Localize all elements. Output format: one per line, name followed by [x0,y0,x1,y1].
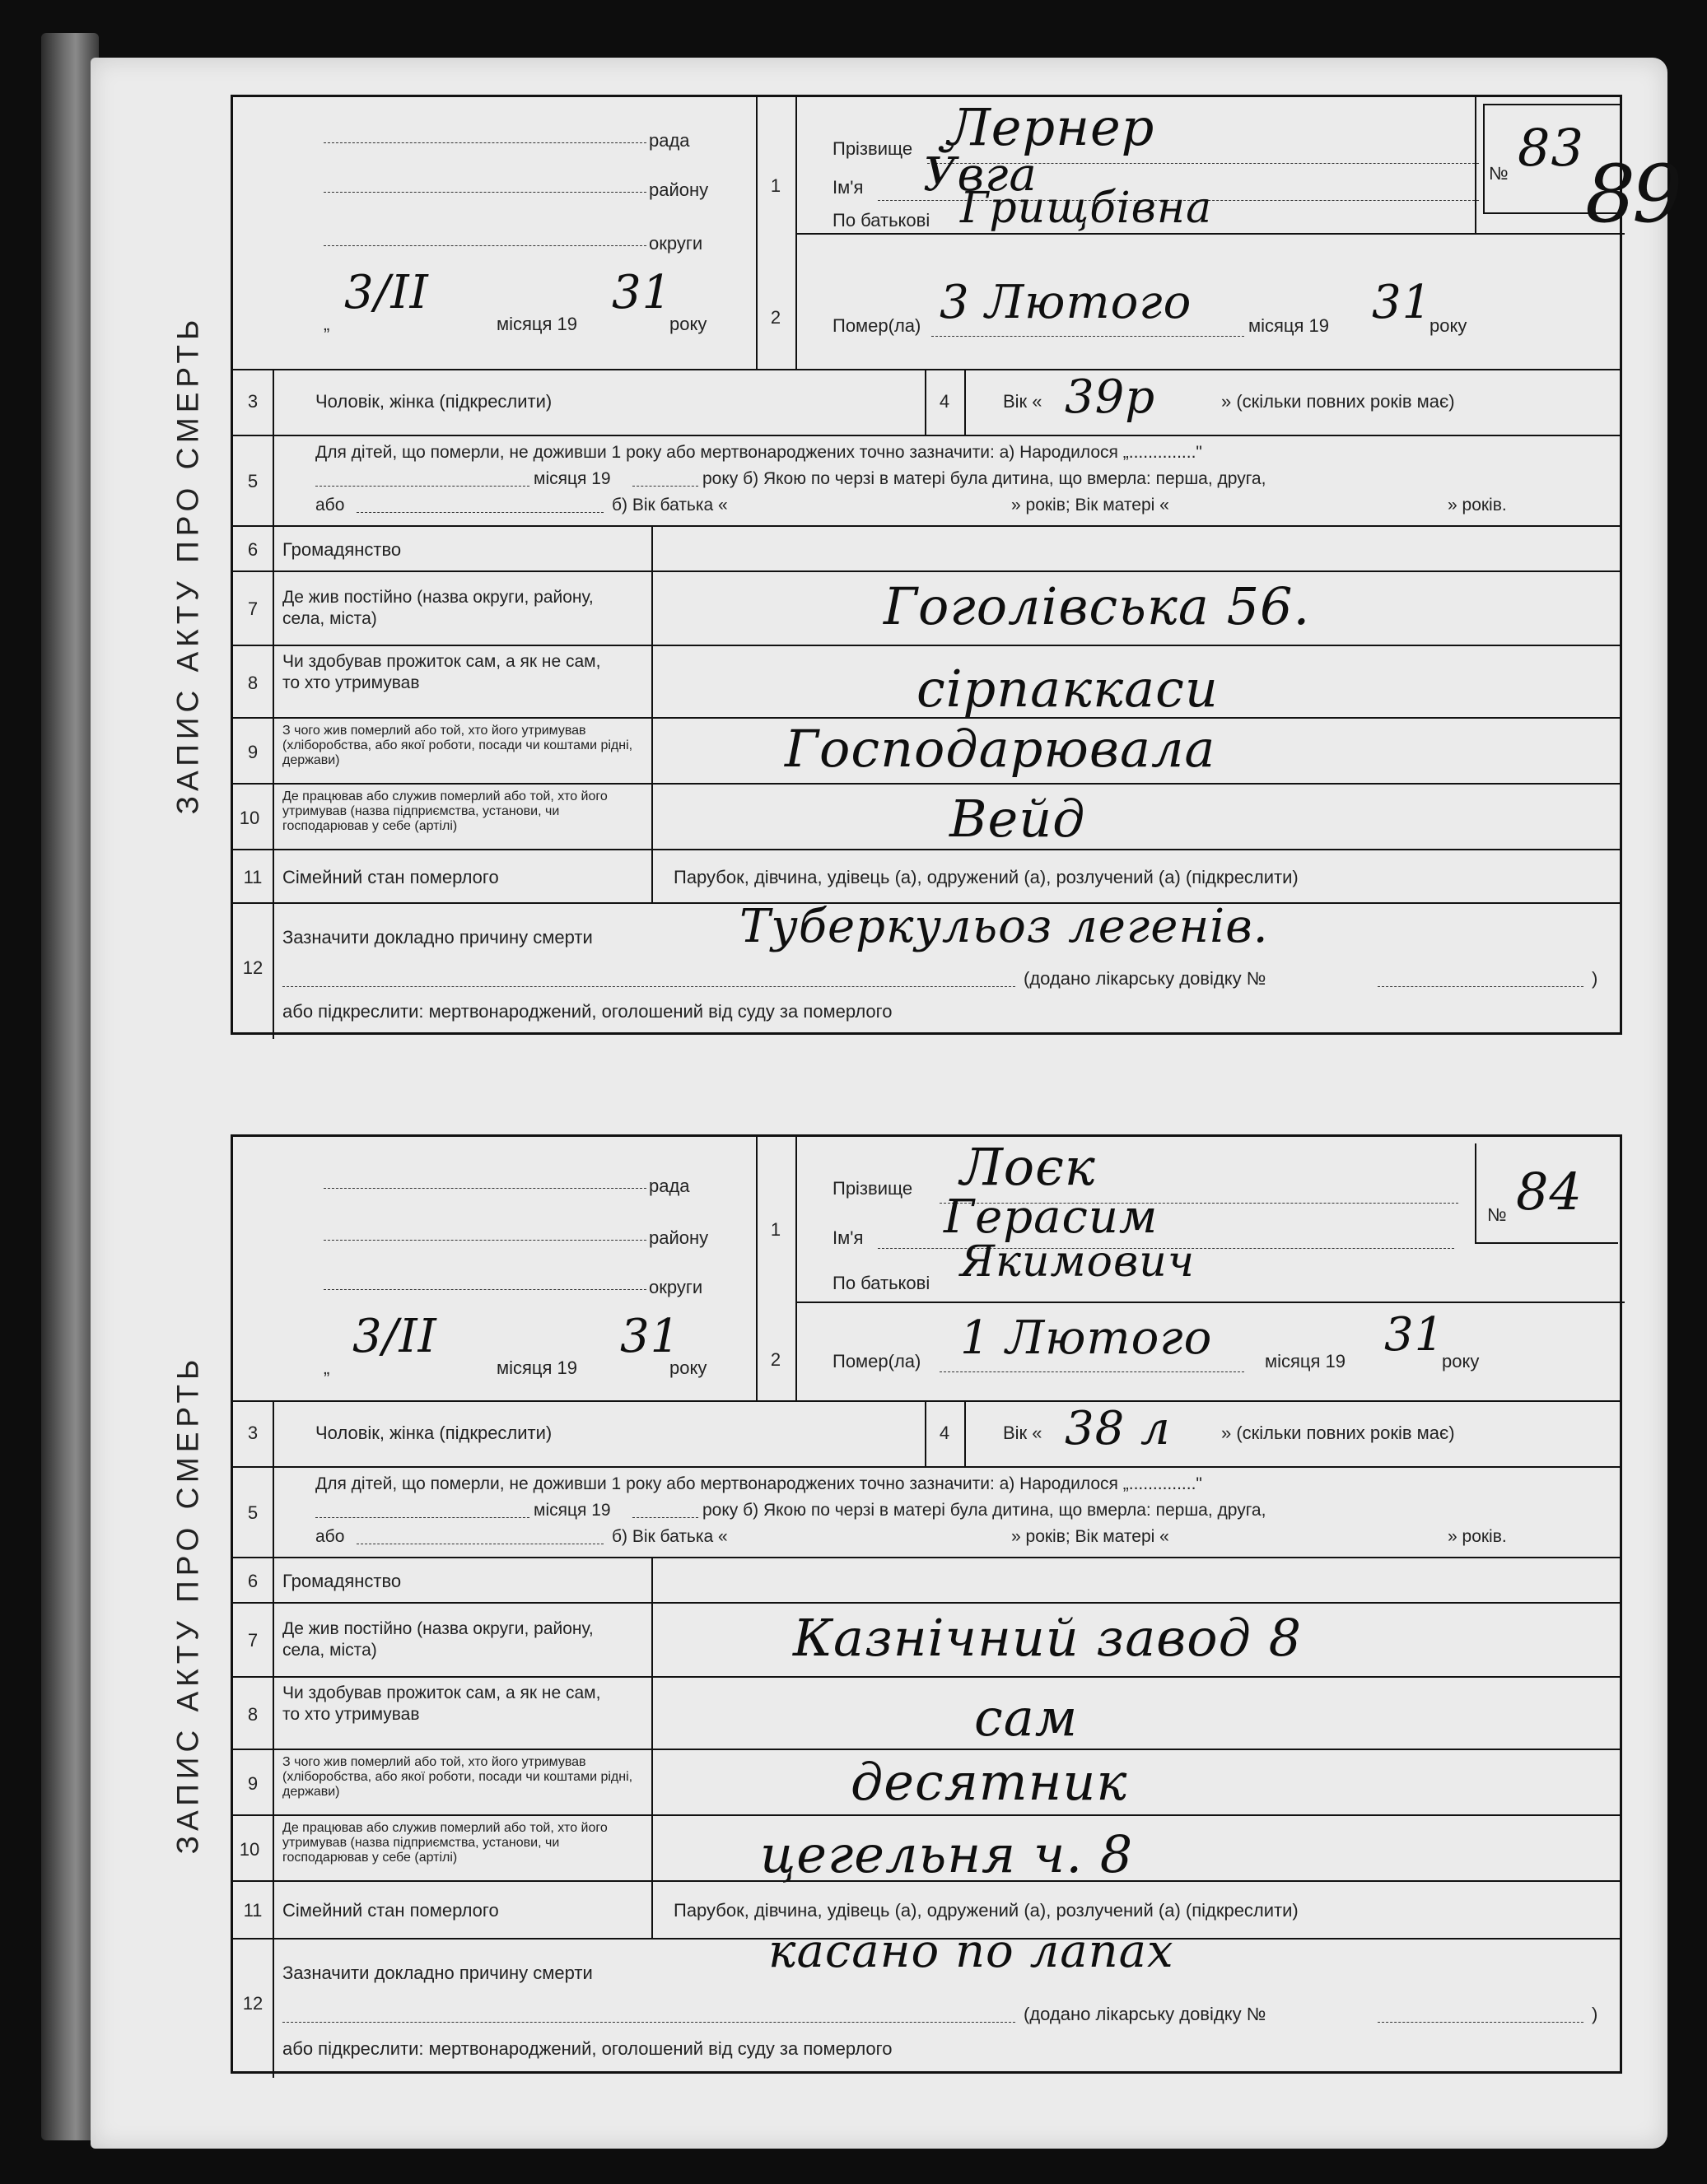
column-divider [651,646,653,719]
top-left-date-prefix: „ [324,314,330,334]
row11-num: 11 [243,867,263,887]
patronymic-value: Грищбівна [960,184,1213,233]
row1-patronymic-label: По батькові [833,210,930,231]
fill-in-line [324,1289,646,1290]
row10-num: 10 [239,808,260,828]
row3-age-suffix: » (скільки повних років має) [1221,391,1455,412]
top-left-date-month-label: місяця 19 [497,314,578,334]
row3-age-label: Вік « [1003,1423,1042,1443]
row2-died-label: Помер(ла) [833,1351,921,1371]
fill-in-line [632,1517,698,1518]
row5-line3d: » років. [1448,496,1507,515]
top-left-okrugy: округи [649,1277,703,1297]
row3-num4: 4 [939,1423,950,1443]
column-divider [651,785,653,850]
row2-num: 2 [770,307,781,328]
fill-in-line [357,512,604,513]
livelihood-value: сірпаккаси [916,659,1219,719]
row5-line3: або [315,496,345,515]
column-divider [273,904,274,1039]
fill-in-line [1378,2022,1583,2023]
row12-cause-label: Зазначити докладно причину смерти [282,1963,593,1983]
column-divider [651,1678,653,1750]
row9-source-income [233,1749,1620,1816]
registration-day: 3/ІІ [344,266,429,319]
top-left-date-prefix: „ [324,1357,330,1378]
record-number-box [1475,97,1625,233]
row2-death-date [795,233,1625,369]
row8-livelihood [233,645,1620,719]
column-divider [273,1402,274,1468]
row2-year-label: року [1442,1351,1480,1371]
death-record-form-1 [170,95,1622,1035]
form-side-title [142,97,233,1032]
top-left-date-month-label: місяця 19 [497,1357,578,1378]
row5-line1: Для дітей, що померли, не доживши 1 року або мертвонароджених точно зазначити: а) Народилося „.............." [315,1474,1202,1493]
occupation-value: Господарювала [785,719,1216,779]
row1-no-label: № [1487,1204,1507,1225]
fill-in-line [282,2022,1015,2023]
row1-name-label: Ім'я [833,1227,864,1248]
cause-of-death-value: Туберкульоз легенів. [739,900,1269,953]
column-divider [651,1750,653,1816]
row5-line3b: б) Вік батька « [612,1527,728,1546]
column-divider [964,370,966,436]
column-divider [273,436,274,527]
fill-in-line [324,142,646,143]
form-side-title [142,1137,233,2071]
row8-label: Чи здобував прожиток сам, а як не сам, то хто утримував [282,1683,601,1724]
row6-citizenship [233,1557,1620,1604]
record-number-value: 84 [1516,1162,1583,1222]
row11-marital-status [233,849,1620,904]
row11-num: 11 [243,1900,263,1921]
age-value: 38 л [1065,1402,1171,1455]
given-name-value: Ўвга [923,148,1038,202]
row11-label: Сімейний стан померлого [282,1900,499,1921]
row3-num: 3 [247,1423,259,1443]
fill-in-line [324,245,646,246]
occupation-value: десятник [851,1752,1128,1812]
top-left-raionu: району [649,179,709,200]
row5-line1: Для дітей, що померли, не доживши 1 року або мертвонароджених точно зазначити: а) Народилося „.............." [315,443,1202,462]
row9-label: З чого жив померлий або той, хто його утримував (хліборобства, або якої роботи, посади чи коштами рідні, держави) [282,724,633,767]
death-date-value: 1 Лютого [960,1311,1213,1365]
row2-month-label: місяця 19 [1248,315,1330,336]
row5-num: 5 [247,1502,259,1523]
column-divider [273,1882,274,1940]
fill-in-line [324,1240,646,1241]
header-block [233,1137,1620,1400]
row7-num: 7 [247,598,259,619]
column-divider [651,527,653,572]
row2-died-label: Помер(ла) [833,315,921,336]
row3-num: 3 [247,391,259,412]
column-divider [925,1402,926,1468]
row3-sex-age [233,1400,1620,1468]
livelihood-value: сам [974,1688,1079,1748]
column-divider [925,370,926,436]
row7-residence [233,1602,1620,1678]
column-divider [651,1882,653,1940]
column-divider [273,1750,274,1816]
column-divider [273,1558,274,1604]
row5-line3c: » років; Вік матері « [1011,1527,1169,1546]
row12-cert-label: (додано лікарську довідку № [1024,2004,1266,2024]
row8-num: 8 [247,673,259,693]
row1-patronymic-label: По батькові [833,1273,930,1293]
row5-num: 5 [247,471,259,491]
surname-value: Лернер [948,97,1155,157]
row1-surname-label: Прізвище [833,138,913,159]
row3-sex-label: Чоловік, жінка (підкреслити) [315,1423,553,1443]
row11-label: Сімейний стан померлого [282,867,499,887]
fill-in-line [1378,986,1583,987]
column-divider [273,646,274,719]
row11-value: Парубок, дівчина, удівець (а), одружений (а), розлучений (а) (підкреслити) [674,867,1299,887]
row5-line3b: б) Вік батька « [612,496,728,515]
registration-year: 31 [620,1310,681,1363]
row12-cause-label: Зазначити докладно причину смерти [282,927,593,948]
fill-in-line [324,192,646,193]
row7-residence [233,570,1620,646]
row5-line3c: » років; Вік матері « [1011,496,1169,515]
row10-num: 10 [239,1839,260,1860]
fill-in-line [282,986,1015,987]
registry-office-block [233,1137,756,1400]
death-year-value: 31 [1372,276,1433,329]
age-value: 39р [1065,370,1156,424]
row10-label: Де працював або служив померлий або той, хто його утримував (назва підприємства, установи, чи господарював у себе (артілі) [282,1821,608,1865]
header-block [233,97,1620,369]
row12-cause-of-death [233,1925,1620,2078]
row12-or-label: або підкреслити: мертвонароджений, оголошений від суду за померлого [282,2038,893,2059]
row6-label: Громадянство [282,539,402,560]
row6-num: 6 [247,1571,259,1591]
column-divider [273,370,274,436]
column-divider [651,1558,653,1604]
row10-workplace [233,783,1620,850]
column-divider [273,1940,274,2078]
row1-surname-label: Прізвище [833,1178,913,1199]
death-record-form-2 [170,1134,1622,2074]
row7-num: 7 [247,1630,259,1651]
death-date-value: 3 Лютого [940,276,1192,329]
row3-age-suffix: » (скільки повних років має) [1221,1423,1455,1443]
row5-child-info [233,1466,1620,1558]
column-divider [651,1604,653,1678]
column-divider [964,1402,966,1468]
row8-num: 8 [247,1704,259,1725]
column-divider [273,527,274,572]
row3-sex-label: Чоловік, жінка (підкреслити) [315,391,553,412]
column-divider [273,1468,274,1558]
pencil-page-number: 89 [1585,148,1680,240]
row5-line2: місяця 19 [534,469,611,488]
1-side-title: ЗАПИС АКТУ ПРО СМЕРТЬ [170,1354,205,1854]
row2-month-label: місяця 19 [1265,1351,1346,1371]
row2-num: 2 [770,1349,781,1370]
top-left-date-year-label: року [669,314,707,334]
row6-citizenship [233,525,1620,572]
column-divider [273,785,274,850]
row7-label: Де жив постійно (назва округи, району, села, міста) [282,588,594,628]
column-divider [273,1604,274,1678]
row2-year-label: року [1429,315,1467,336]
row9-num: 9 [247,742,259,762]
column-divider [273,850,274,904]
row12-cause-of-death [233,902,1620,1039]
fill-in-line [315,1517,529,1518]
workplace-value: Вейд [949,789,1086,849]
column-divider [273,719,274,785]
residence-value: Казнічний завод 8 [793,1608,1303,1668]
row5-line2b: року б) Якою по черзі в матері була дитина, що вмерла: перша, друга, [702,1501,1266,1520]
fill-in-line [940,1371,1244,1372]
fill-in-line [632,486,698,487]
row1-num: 1 [770,175,781,196]
row9-label: З чого жив померлий або той, хто його утримував (хліборобства, або якої роботи, посади чи коштами рідні, держави) [282,1755,633,1799]
top-left-date-year-label: року [669,1357,707,1378]
registration-day: 3/ІІ [352,1310,437,1363]
column-divider [651,719,653,785]
row1-no-label: № [1489,163,1509,184]
surname-value: Лоєк [960,1137,1096,1197]
record-number-value: 83 [1518,118,1584,178]
row3-age-label: Вік « [1003,391,1042,412]
given-name-value: Герасим [944,1190,1159,1244]
fill-in-line [931,336,1244,337]
column-divider [273,1816,274,1882]
death-year-value: 31 [1384,1308,1445,1362]
row9-num: 9 [247,1773,259,1794]
cause-of-death-value: касано по лапах [768,1925,1174,1978]
row12-num: 12 [242,1993,264,2014]
column-divider [273,572,274,646]
fill-in-line [324,1188,646,1189]
row6-num: 6 [247,539,259,560]
registry-office-block [233,97,756,369]
fill-in-line [315,486,529,487]
row3-sex-age [233,369,1620,436]
row7-label: Де жив постійно (назва округи, району, села, міста) [282,1619,594,1660]
column-divider [756,1137,758,1400]
0-side-title: ЗАПИС АКТУ ПРО СМЕРТЬ [170,314,205,815]
registration-year: 31 [612,266,673,319]
workplace-value: цегельня ч. 8 [760,1824,1134,1884]
row12-cert-label: (додано лікарську довідку № [1024,968,1266,989]
top-left-raionu: району [649,1227,709,1248]
column-divider [756,97,758,369]
top-left-okrugy: округи [649,233,703,254]
row10-workplace [233,1814,1620,1882]
top-left-rada: рада [649,1176,690,1196]
row5-line2b: року б) Якою по черзі в матері була дитина, що вмерла: перша, друга, [702,469,1266,488]
column-divider [651,1816,653,1882]
row5-child-info [233,435,1620,527]
column-divider [651,572,653,646]
record-number-box [1475,1137,1623,1302]
row12-cert-end: ) [1592,2004,1598,2024]
row5-line3: або [315,1527,345,1546]
row1-name-block [795,97,1625,235]
row5-line3d: » років. [1448,1527,1507,1546]
row12-or-label: або підкреслити: мертвонароджений, оголошений від суду за померлого [282,1001,893,1022]
row5-line2: місяця 19 [534,1501,611,1520]
row12-num: 12 [242,957,264,978]
row8-label: Чи здобував прожиток сам, а як не сам, то хто утримував [282,652,601,692]
residence-value: Гоголівська 56. [884,576,1311,636]
column-divider [273,1678,274,1750]
column-divider [651,850,653,904]
row2-death-date [795,1302,1625,1400]
row1-name-block [795,1137,1625,1303]
row12-cert-end: ) [1592,968,1598,989]
row8-livelihood [233,1676,1620,1750]
row11-value: Парубок, дівчина, удівець (а), одружений (а), розлучений (а) (підкреслити) [674,1900,1299,1921]
patronymic-value: Якимович [960,1237,1196,1287]
row1-name-label: Ім'я [833,177,864,198]
row6-label: Громадянство [282,1571,402,1591]
top-left-rada: рада [649,130,690,151]
row3-num4: 4 [939,391,950,412]
row1-num: 1 [770,1219,781,1240]
row9-source-income [233,717,1620,785]
row10-label: Де працював або служив померлий або той, хто його утримував (назва підприємства, установи, чи господарював у себе (артілі) [282,789,608,833]
